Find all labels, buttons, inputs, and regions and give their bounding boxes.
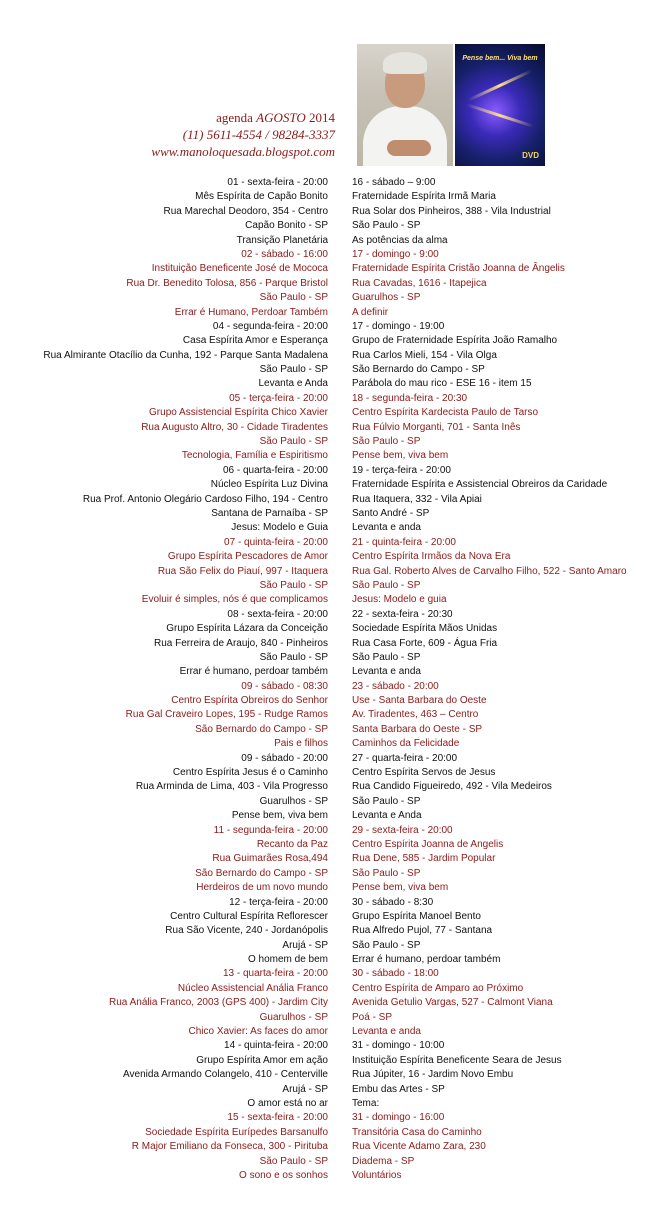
agenda-right-cell: Instituição Espírita Beneficente Seara de Jesus (352, 1054, 562, 1066)
agenda-row (0, 1155, 666, 1169)
agenda-right-cell: Rua Dene, 585 - Jardim Popular (352, 853, 496, 865)
agenda-left-cell: Levanta e Anda (258, 378, 328, 390)
agenda-right-cell: Pense bem, viva bem (352, 450, 449, 462)
agenda-right-cell: Pense bem, viva bem (352, 882, 449, 894)
agenda-right-cell: Centro Espírita Servos de Jesus (352, 767, 496, 779)
agenda-right-cell: 21 - quinta-feira - 20:00 (352, 536, 456, 548)
agenda-right-cell: Fraternidade Espírita e Assistencial Obreiros da Caridade (352, 479, 608, 491)
header-images (357, 44, 545, 166)
agenda-left-cell: Centro Cultural Espírita Reflorescer (170, 910, 328, 922)
agenda-row (0, 1140, 666, 1154)
agenda-row (0, 521, 666, 535)
agenda-row (0, 277, 666, 291)
agenda-row (0, 550, 666, 564)
agenda-row (0, 708, 666, 722)
agenda-row (0, 349, 666, 363)
agenda-row (0, 262, 666, 276)
agenda-left-cell: Rua Anália Franco, 2003 (GPS 400) - Jardim City (109, 997, 328, 1009)
agenda-row (0, 680, 666, 694)
agenda-right-cell: 31 - domingo - 10:00 (352, 1040, 445, 1052)
agenda-row (0, 1068, 666, 1082)
agenda-left-cell: Grupo Espírita Pescadores de Amor (167, 551, 328, 563)
agenda-left-cell: 11 - segunda-feira - 20:00 (213, 824, 328, 836)
agenda-row (0, 176, 666, 190)
agenda-left-cell: 05 - terça-feira - 20:00 (229, 392, 328, 404)
agenda-row (0, 1111, 666, 1125)
agenda-left-cell: Rua Dr. Benedito Tolosa, 856 - Parque Bristol (126, 277, 328, 289)
agenda-left-cell: São Paulo - SP (259, 364, 328, 376)
agenda-left-cell: Rua Guimarães Rosa,494 (212, 853, 328, 865)
dvd-logo: DVD (522, 151, 539, 160)
agenda-right-cell: Rua Cavadas, 1616 - Itapejica (352, 277, 487, 289)
agenda-row (0, 1025, 666, 1039)
agenda-row (0, 435, 666, 449)
agenda-left-cell: Grupo Espírita Amor em ação (196, 1054, 328, 1066)
agenda-row (0, 608, 666, 622)
agenda-row (0, 939, 666, 953)
agenda-left-cell: Núcleo Espírita Luz Divina (210, 479, 328, 491)
agenda-right-cell: Rua Júpiter, 16 - Jardim Novo Embu (352, 1069, 514, 1081)
agenda-left-cell: Evoluir é simples, nós é que complicamos (141, 594, 328, 606)
agenda-row (0, 622, 666, 636)
agenda-row (0, 924, 666, 938)
agenda-left-cell: 04 - segunda-feira - 20:00 (212, 320, 328, 332)
agenda-right-cell: Caminhos da Felicidade (352, 738, 460, 750)
agenda-row (0, 392, 666, 406)
agenda-header (151, 109, 335, 160)
agenda-row (0, 1126, 666, 1140)
agenda-left-cell: Guarulhos - SP (259, 1011, 328, 1023)
agenda-left-cell: 02 - sábado - 16:00 (241, 248, 328, 260)
agenda-left-cell: São Paulo - SP (259, 436, 328, 448)
agenda-left-cell: Rua Almirante Otacílio da Cunha, 192 - Parque Santa Madalena (43, 349, 328, 361)
agenda-right-cell: Poá - SP (352, 1011, 393, 1023)
agenda-left-cell: São Paulo - SP (259, 579, 328, 591)
agenda-left-cell: Avenida Armando Colangelo, 410 - Centerville (123, 1069, 328, 1081)
agenda-left-cell: 12 - terça-feira - 20:00 (229, 896, 328, 908)
agenda-right-cell: 17 - domingo - 9:00 (352, 248, 439, 260)
agenda-row (0, 219, 666, 233)
agenda-row (0, 320, 666, 334)
agenda-left-cell: Arujá - SP (282, 1083, 328, 1095)
agenda-right-cell: Rua Gal. Roberto Alves de Carvalho Filho, 522 - Santo Amaro (352, 565, 627, 577)
agenda-right-cell: 23 - sábado - 20:00 (352, 680, 439, 692)
agenda-right-cell: Rua Alfredo Pujol, 77 - Santana (352, 925, 493, 937)
agenda-left-cell: 09 - sábado - 20:00 (241, 752, 328, 764)
agenda-right-cell: 29 - sexta-feira - 20:00 (352, 824, 453, 836)
agenda-left-cell: São Paulo - SP (259, 1155, 328, 1167)
agenda-right-cell: Levanta e anda (352, 1026, 421, 1038)
agenda-right-cell: As potências da alma (352, 234, 448, 246)
agenda-row (0, 190, 666, 204)
agenda-row (0, 766, 666, 780)
agenda-left-cell: 06 - quarta-feira - 20:00 (222, 464, 328, 476)
agenda-row (0, 1169, 666, 1183)
agenda-left-cell: Núcleo Assistencial Anália Franco (177, 982, 328, 994)
agenda-row (0, 852, 666, 866)
agenda-right-cell: Grupo Espírita Manoel Bento (352, 910, 481, 922)
agenda-right-cell: Embu das Artes - SP (352, 1083, 445, 1095)
agenda-left-cell: Rua Prof. Antonio Olegário Cardoso Filho, 194 - Centro (82, 493, 328, 505)
agenda-right-cell: Levanta e Anda (352, 810, 422, 822)
agenda-left-cell: Rua São Vicente, 240 - Jordanópolis (165, 925, 328, 937)
agenda-left-cell: Centro Espírita Jesus é o Caminho (172, 767, 328, 779)
agenda-right-cell: Centro Espírita Kardecista Paulo de Tarso (352, 407, 539, 419)
agenda-row (0, 795, 666, 809)
agenda-right-cell: Rua Itaquera, 332 - Vila Apiai (352, 493, 482, 505)
agenda-left-cell: Centro Espírita Obreiros do Senhor (171, 695, 328, 707)
agenda-right-cell: Santa Barbara do Oeste - SP (352, 723, 483, 735)
agenda-left-cell: Pense bem, viva bem (231, 810, 328, 822)
agenda-right-cell: Fraternidade Espírita Cristão Joanna de Ângelis (352, 263, 565, 275)
agenda-left-cell: O homem de bem (247, 954, 328, 966)
agenda-right-cell: 22 - sexta-feira - 20:30 (352, 608, 453, 620)
agenda-right-cell: Rua Carlos Mieli, 154 - Vila Olga (352, 349, 497, 361)
agenda-list (0, 176, 666, 1183)
agenda-row (0, 449, 666, 463)
agenda-row (0, 1097, 666, 1111)
agenda-left-cell: 13 - quarta-feira - 20:00 (222, 968, 328, 980)
agenda-right-cell: Centro Espírita de Amparo ao Próximo (352, 982, 524, 994)
agenda-left-cell: 08 - sexta-feira - 20:00 (227, 608, 328, 620)
agenda-left-cell: Sociedade Espírita Eurípedes Barsanulfo (145, 1126, 328, 1138)
agenda-row (0, 1011, 666, 1025)
agenda-title: agenda AGOSTO 2014 (216, 110, 335, 125)
agenda-right-cell: Levanta e anda (352, 666, 421, 678)
agenda-left-cell: Rua Arminda de Lima, 403 - Vila Progresso (135, 781, 328, 793)
agenda-left-cell: Rua Gal Craveiro Lopes, 195 - Rudge Ramos (125, 709, 328, 721)
agenda-left-cell: Chico Xavier: As faces do amor (188, 1026, 328, 1038)
agenda-row (0, 306, 666, 320)
agenda-right-cell: Transitória Casa do Caminho (352, 1126, 482, 1138)
agenda-left-cell: Casa Espírita Amor e Esperança (182, 335, 328, 347)
agenda-left-cell: Errar é Humano, Perdoar Também (174, 306, 328, 318)
agenda-right-cell: Avenida Getulio Vargas, 527 - Calmont Viana (352, 997, 553, 1009)
agenda-row (0, 507, 666, 521)
phone-numbers: (11) 5611-4554 / 98284-3337 (182, 127, 335, 142)
agenda-left-cell: Pais e filhos (274, 738, 328, 750)
agenda-row (0, 536, 666, 550)
agenda-right-cell: São Paulo - SP (352, 579, 421, 591)
blog-url[interactable]: www.manoloquesada.blogspot.com (151, 144, 335, 159)
agenda-right-cell: São Paulo - SP (352, 651, 421, 663)
agenda-left-cell: Jesus: Modelo e Guia (231, 522, 328, 534)
agenda-row (0, 665, 666, 679)
agenda-right-cell: Errar é humano, perdoar também (352, 954, 501, 966)
agenda-left-cell: R Major Emiliano da Fonseca, 300 - Pirituba (131, 1141, 328, 1153)
agenda-row (0, 881, 666, 895)
agenda-left-cell: Mês Espírita de Capão Bonito (195, 191, 328, 203)
agenda-row (0, 1083, 666, 1097)
agenda-row (0, 593, 666, 607)
agenda-row (0, 809, 666, 823)
agenda-left-cell: Transição Planetária (236, 234, 328, 246)
agenda-left-cell: São Paulo - SP (259, 292, 328, 304)
agenda-left-cell: São Bernardo do Campo - SP (195, 723, 328, 735)
agenda-row (0, 234, 666, 248)
agenda-right-cell: São Paulo - SP (352, 939, 421, 951)
agenda-right-cell: 17 - domingo - 19:00 (352, 320, 445, 332)
agenda-row (0, 493, 666, 507)
agenda-row (0, 752, 666, 766)
agenda-right-cell: Rua Vicente Adamo Zara, 230 (352, 1141, 486, 1153)
agenda-row (0, 723, 666, 737)
agenda-left-cell: Errar é humano, perdoar também (179, 666, 328, 678)
agenda-right-cell: São Paulo - SP (352, 436, 421, 448)
agenda-left-cell: Recanto da Paz (256, 838, 328, 850)
agenda-right-cell: Centro Espírita Joanna de Angelis (352, 838, 504, 850)
agenda-row (0, 377, 666, 391)
agenda-row (0, 205, 666, 219)
agenda-row (0, 651, 666, 665)
agenda-left-cell: Rua São Felix do Piauí, 997 - Itaquera (157, 565, 328, 577)
agenda-row (0, 953, 666, 967)
agenda-right-cell: Diadema - SP (352, 1155, 415, 1167)
agenda-row (0, 824, 666, 838)
agenda-left-cell: Instituição Beneficente José de Mococa (151, 263, 328, 275)
agenda-left-cell: 14 - quinta-feira - 20:00 (224, 1040, 328, 1052)
agenda-right-cell: Rua Fúlvio Morganti, 701 - Santa Inês (352, 421, 521, 433)
agenda-left-cell: Grupo Espírita Lázara da Conceição (166, 623, 328, 635)
agenda-right-cell: Levanta e anda (352, 522, 421, 534)
agenda-row (0, 867, 666, 881)
agenda-row (0, 982, 666, 996)
agenda-row (0, 579, 666, 593)
agenda-row (0, 363, 666, 377)
agenda-left-cell: Guarulhos - SP (259, 795, 328, 807)
agenda-right-cell: 16 - sábado – 9:00 (352, 177, 436, 188)
dvd-title: Pense bem... Viva bem (462, 55, 538, 62)
agenda-left-cell: Santana de Parnaíba - SP (211, 507, 328, 519)
agenda-row (0, 248, 666, 262)
agenda-right-cell: Tema: (352, 1098, 380, 1109)
agenda-right-cell: 30 - sábado - 8:30 (352, 896, 434, 908)
agenda-left-cell: O sono e os sonhos (239, 1169, 328, 1181)
agenda-right-cell: Rua Candido Figueiredo, 492 - Vila Medeiros (352, 781, 552, 793)
agenda-right-cell: Parábola do mau rico - ESE 16 - item 15 (352, 378, 532, 390)
speaker-photo (357, 44, 453, 166)
agenda-left-cell: Rua Marechal Deodoro, 354 - Centro (163, 205, 328, 217)
agenda-row (0, 421, 666, 435)
agenda-right-cell: São Bernardo do Campo - SP (352, 364, 485, 376)
agenda-right-cell: Use - Santa Barbara do Oeste (352, 695, 487, 707)
agenda-row (0, 565, 666, 579)
agenda-right-cell: 27 - quarta-feira - 20:00 (352, 752, 458, 764)
agenda-row (0, 291, 666, 305)
dvd-cover-image (455, 44, 545, 166)
agenda-right-cell: 19 - terça-feira - 20:00 (352, 464, 451, 476)
agenda-left-cell: 01 - sexta-feira - 20:00 (227, 177, 328, 188)
agenda-left-cell: Rua Augusto Altro, 30 - Cidade Tiradentes (141, 421, 328, 433)
agenda-row (0, 406, 666, 420)
agenda-row (0, 996, 666, 1010)
agenda-left-cell: São Paulo - SP (259, 651, 328, 663)
agenda-right-cell: Voluntários (352, 1169, 402, 1181)
agenda-right-cell: Guarulhos - SP (352, 292, 421, 304)
agenda-right-cell: São Paulo - SP (352, 220, 421, 232)
agenda-right-cell: Grupo de Fraternidade Espírita João Ramalho (352, 335, 558, 347)
agenda-row (0, 737, 666, 751)
agenda-right-cell: 18 - segunda-feira - 20:30 (352, 392, 468, 404)
agenda-row (0, 1039, 666, 1053)
agenda-row (0, 1054, 666, 1068)
agenda-left-cell: Tecnologia, Família e Espiritismo (181, 450, 328, 462)
agenda-right-cell: São Paulo - SP (352, 867, 421, 879)
agenda-right-cell: Jesus: Modelo e guia (352, 594, 447, 606)
agenda-row (0, 637, 666, 651)
agenda-row (0, 478, 666, 492)
agenda-right-cell: Sociedade Espírita Mãos Unidas (352, 623, 498, 635)
agenda-row (0, 780, 666, 794)
agenda-left-cell: Grupo Assistencial Espírita Chico Xavier (149, 407, 328, 419)
agenda-left-cell: São Bernardo do Campo - SP (195, 867, 328, 879)
agenda-right-cell: Fraternidade Espírita Irmã Maria (352, 191, 496, 203)
agenda-right-cell: 30 - sábado - 18:00 (352, 968, 439, 980)
agenda-left-cell: Rua Ferreira de Araujo, 840 - Pinheiros (154, 637, 328, 649)
agenda-left-cell: Herdeiros de um novo mundo (196, 882, 328, 894)
agenda-left-cell: 07 - quinta-feira - 20:00 (224, 536, 328, 548)
agenda-row (0, 334, 666, 348)
agenda-left-cell: Arujá - SP (282, 939, 328, 951)
agenda-row (0, 896, 666, 910)
agenda-left-cell: O amor está no ar (247, 1098, 328, 1109)
agenda-row (0, 838, 666, 852)
agenda-left-cell: Capão Bonito - SP (245, 220, 328, 232)
agenda-right-cell: Rua Solar dos Pinheiros, 388 - Vila Industrial (352, 205, 551, 217)
agenda-right-cell: A definir (352, 306, 389, 318)
agenda-right-cell: Rua Casa Forte, 609 - Água Fria (352, 637, 498, 649)
agenda-right-cell: Av. Tiradentes, 463 – Centro (352, 709, 479, 721)
agenda-row (0, 910, 666, 924)
agenda-right-cell: São Paulo - SP (352, 795, 421, 807)
agenda-left-cell: 09 - sábado - 08:30 (241, 680, 328, 692)
agenda-row (0, 694, 666, 708)
agenda-row (0, 967, 666, 981)
agenda-right-cell: Santo André - SP (352, 507, 430, 519)
agenda-right-cell: 31 - domingo - 16:00 (352, 1112, 445, 1124)
agenda-row (0, 464, 666, 478)
agenda-right-cell: Centro Espírita Irmãos da Nova Era (352, 551, 511, 563)
agenda-left-cell: 15 - sexta-feira - 20:00 (227, 1112, 328, 1124)
